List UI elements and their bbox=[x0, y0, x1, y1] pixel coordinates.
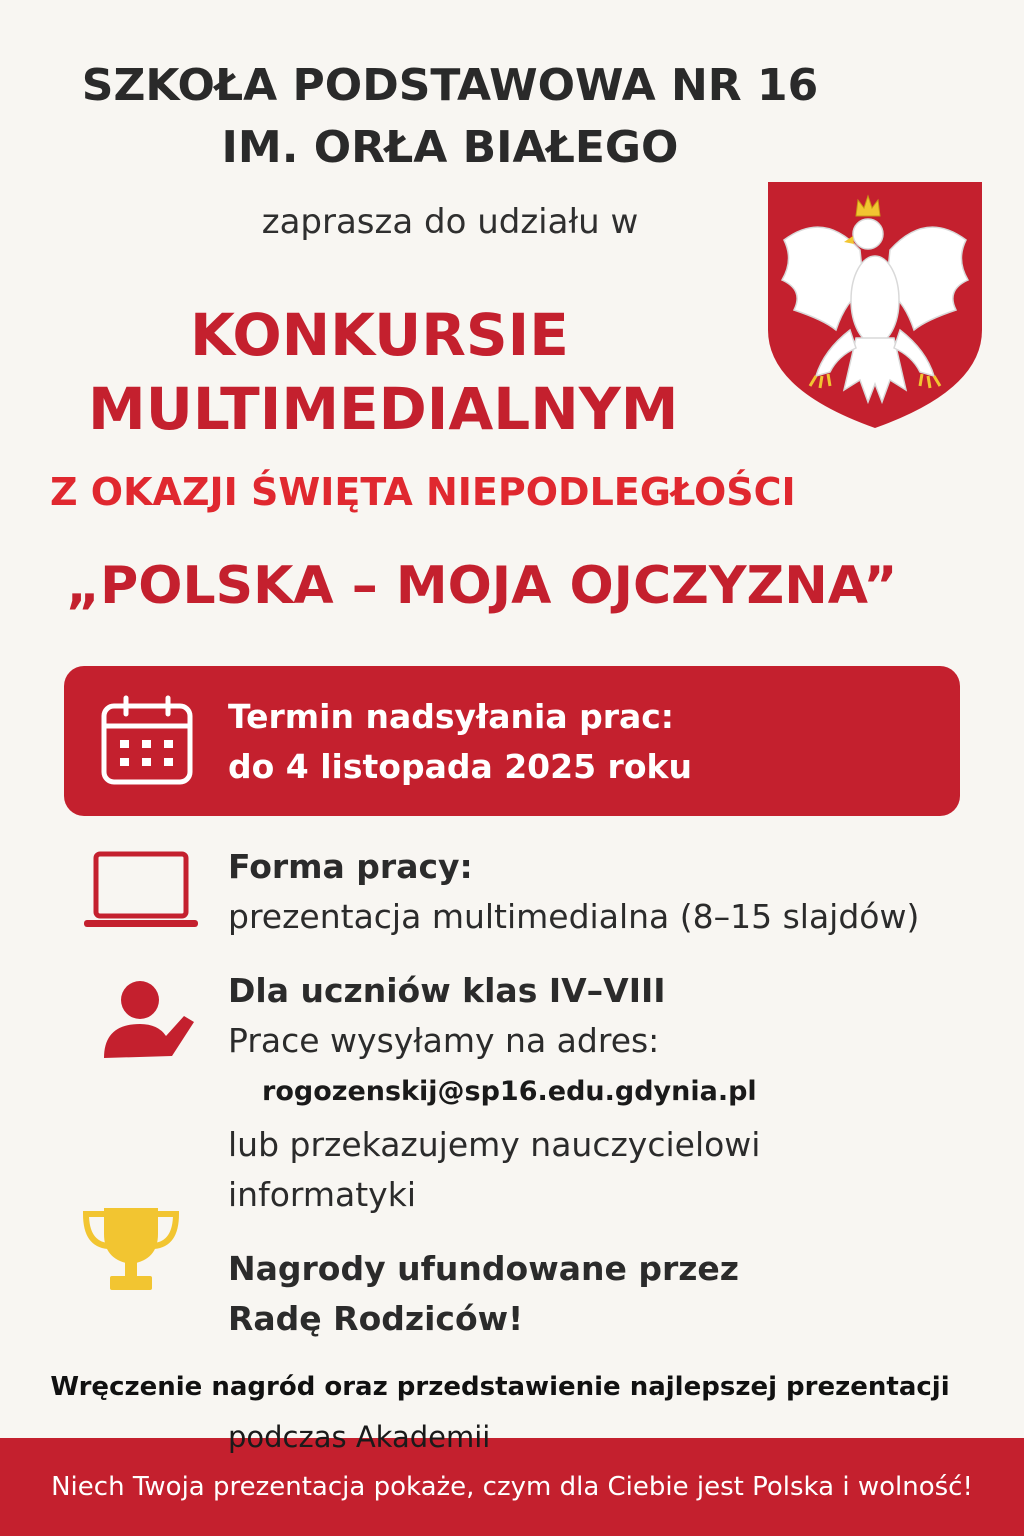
contest-title: „POLSKA – MOJA OJCZYZNA” bbox=[66, 556, 898, 616]
deadline-label: Termin nadsyłania prac: bbox=[228, 697, 674, 736]
prizes-line2: Radę Rodziców! bbox=[228, 1299, 524, 1338]
deadline-box bbox=[64, 666, 960, 816]
polish-eagle-emblem-icon bbox=[764, 180, 986, 430]
deadline-date: do 4 listopada 2025 roku bbox=[228, 747, 692, 786]
invite-text: zaprasza do udziału w bbox=[261, 202, 639, 242]
contest-occasion: Z OKAZJI ŚWIĘTA NIEPODLEGŁOŚCI bbox=[50, 470, 796, 514]
school-name-line1: SZKOŁA PODSTAWOWA NR 16 bbox=[81, 60, 819, 111]
contest-heading-line1: KONKURSIE bbox=[190, 301, 569, 369]
footer-text: Niech Twoja prezentacja pokaże, czym dla Ciebie jest Polska i wolność! bbox=[51, 1472, 973, 1502]
send-to-label: Prace wysyłamy na adres: bbox=[228, 1021, 660, 1060]
laptop-icon bbox=[82, 850, 200, 930]
calendar-icon bbox=[100, 694, 194, 788]
form-heading: Forma pracy: bbox=[228, 847, 473, 886]
form-detail: prezentacja multimedialna (8–15 slajdów) bbox=[228, 897, 920, 936]
trophy-icon bbox=[82, 1204, 180, 1294]
student-icon bbox=[100, 980, 200, 1062]
alt-delivery-line2: informatyki bbox=[228, 1175, 416, 1214]
alt-delivery-line1: lub przekazujemy nauczycielowi bbox=[228, 1125, 761, 1164]
contact-email-link[interactable]: rogozenskij@sp16.edu.gdynia.pl bbox=[262, 1076, 757, 1107]
award-ceremony-line2: podczas Akademii bbox=[228, 1420, 491, 1454]
award-ceremony-line1: Wręczenie nagród oraz przedstawienie najlepszej prezentacji bbox=[50, 1372, 950, 1402]
contest-heading-line2: MULTIMEDIALNYM bbox=[88, 375, 679, 443]
participants-heading: Dla uczniów klas IV–VIII bbox=[228, 971, 666, 1010]
school-name-line2: IM. ORŁA BIAŁEGO bbox=[221, 122, 679, 173]
prizes-line1: Nagrody ufundowane przez bbox=[228, 1249, 740, 1288]
